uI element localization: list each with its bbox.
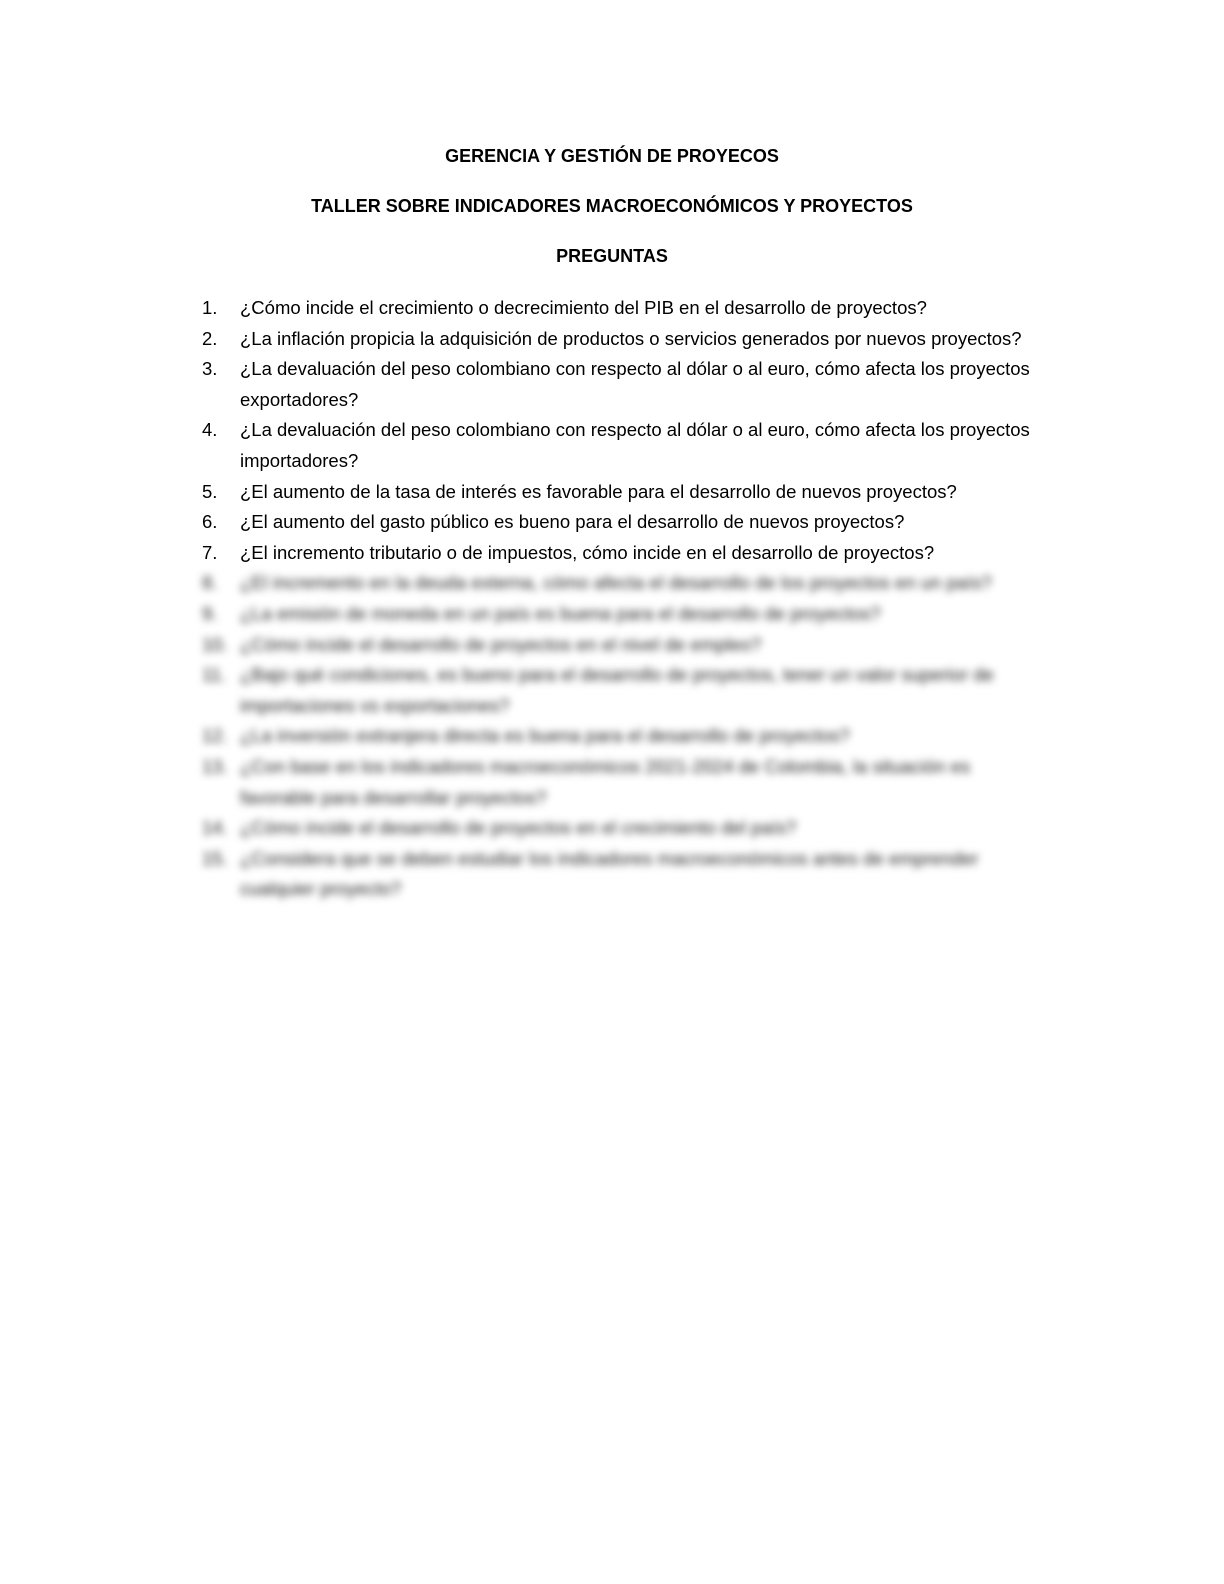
question-item — [202, 507, 1042, 538]
question-number: 10. — [202, 633, 228, 655]
question-text: ¿El incremento en la deuda externa, cómo afecta el desarrollo de los proyectos en un país? — [240, 572, 992, 594]
question-number: 9. — [202, 602, 218, 624]
question-text: ¿Cómo incide el desarrollo de proyectos en el crecimiento del país? — [240, 817, 797, 839]
question-text: ¿El aumento del gasto público es bueno para el desarrollo de nuevos proyectos? — [240, 511, 905, 533]
blurred-question-item — [202, 721, 1042, 752]
blurred-question-item — [202, 599, 1042, 630]
blurred-question-item — [202, 568, 1042, 599]
blurred-question-item — [202, 660, 1042, 721]
question-item — [202, 415, 1042, 476]
question-number: 15. — [202, 847, 228, 869]
document-subtitle: TALLER SOBRE INDICADORES MACROECONÓMICOS Y PROYECTOS — [311, 196, 913, 216]
question-text: ¿Con base en los indicadores macroeconómicos 2021-2024 de Colombia, la situación es favorable para desarrollar proyectos? — [240, 755, 971, 808]
question-number: 4. — [202, 419, 218, 441]
blurred-question-item — [202, 752, 1042, 813]
question-text: ¿Cómo incide el crecimiento o decrecimiento del PIB en el desarrollo de proyectos? — [240, 297, 927, 318]
question-text: ¿La devaluación del peso colombiano con respecto al dólar o al euro, cómo afecta los proyectos exportadores? — [240, 358, 1030, 410]
question-number: 2. — [202, 327, 218, 349]
question-item — [202, 324, 1042, 355]
question-number: 6. — [202, 511, 218, 533]
question-number: 11. — [202, 664, 227, 686]
question-number: 3. — [202, 358, 218, 380]
question-number: 14. — [202, 817, 228, 839]
question-text: ¿La emisión de moneda en un país es buena para el desarrollo de proyectos? — [240, 602, 881, 624]
section-heading: PREGUNTAS — [556, 246, 668, 266]
question-item — [202, 538, 1042, 569]
question-text: ¿El incremento tributario o de impuestos, cómo incide en el desarrollo de proyectos? — [240, 541, 935, 563]
question-item — [202, 354, 1042, 415]
question-text: ¿La inversión extranjera directa es buena para el desarrollo de proyectos? — [240, 725, 850, 747]
question-number: 12. — [202, 725, 228, 747]
question-text: ¿La inflación propicia la adquisición de productos o servicios generados por nuevos proyectos? — [240, 327, 1022, 349]
questions-list — [202, 293, 1042, 905]
question-item — [202, 293, 1042, 324]
blurred-question-item — [202, 813, 1042, 844]
blurred-question-item — [202, 630, 1042, 661]
question-text: ¿La devaluación del peso colombiano con respecto al dólar o al euro, cómo afecta los proyectos importadores? — [240, 419, 1030, 471]
question-text: ¿Bajo qué condiciones, es bueno para el desarrollo de proyectos, tener un valor superior de importaciones vs exportaciones? — [240, 664, 994, 716]
question-number: 13. — [202, 755, 228, 777]
question-text: ¿Cómo incide el desarrollo de proyectos en el nivel de empleo? — [240, 633, 762, 655]
question-item — [202, 477, 1042, 508]
question-number: 1. — [202, 297, 218, 318]
blurred-question-item — [202, 844, 1042, 905]
question-number: 8. — [202, 572, 218, 594]
question-text: ¿El aumento de la tasa de interés es favorable para el desarrollo de nuevos proyectos? — [240, 480, 957, 502]
question-number: 7. — [202, 541, 218, 563]
document-title: GERENCIA Y GESTIÓN DE PROYECOS — [445, 146, 779, 166]
question-number: 5. — [202, 480, 218, 502]
question-text: ¿Considera que se deben estudiar los indicadores macroeconómicos antes de emprender cualquier proyecto? — [240, 847, 979, 900]
